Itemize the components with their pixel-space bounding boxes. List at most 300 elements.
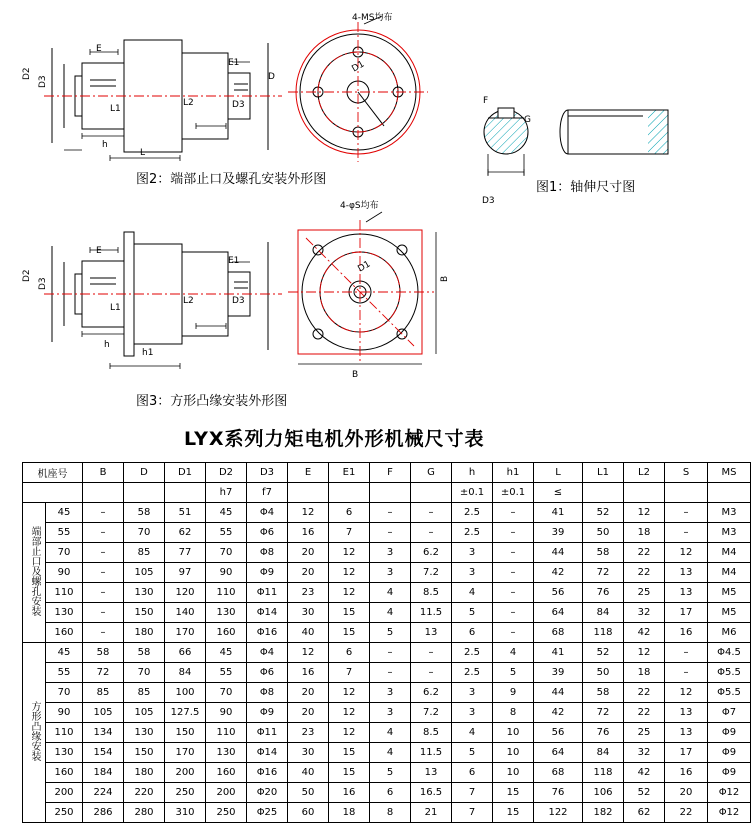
table-cell: 100 xyxy=(165,683,206,703)
table-cell: 8 xyxy=(370,803,411,823)
table-cell: 76 xyxy=(534,783,583,803)
table-cell: 180 xyxy=(124,623,165,643)
table-cell: 70 xyxy=(206,543,247,563)
table-cell: 170 xyxy=(165,623,206,643)
table-cell: 122 xyxy=(534,803,583,823)
table-subheader-cell: ±0.1 xyxy=(452,483,493,503)
table-cell: 45 xyxy=(46,643,83,663)
table-row xyxy=(23,623,751,643)
table-cell: 105 xyxy=(83,703,124,723)
table-header-cell: D3 xyxy=(247,463,288,483)
table-cell: 10 xyxy=(493,763,534,783)
table-cell: 3 xyxy=(452,543,493,563)
table-cell: 32 xyxy=(624,743,665,763)
table-cell: 70 xyxy=(46,543,83,563)
table-cell: 6 xyxy=(370,783,411,803)
table-header-cell: h xyxy=(452,463,493,483)
table-cell: 40 xyxy=(288,763,329,783)
table-cell: – xyxy=(83,623,124,643)
table-cell: 110 xyxy=(46,583,83,603)
label-L2: L2 xyxy=(183,98,194,108)
table-cell: 12 xyxy=(665,543,708,563)
table-cell: 16.5 xyxy=(411,783,452,803)
figure-3-side-view xyxy=(20,222,320,387)
table-cell: 76 xyxy=(583,723,624,743)
label3-h: h xyxy=(104,340,110,350)
table-cell: 105 xyxy=(124,563,165,583)
table-cell: 42 xyxy=(534,563,583,583)
label3-E1: E1 xyxy=(228,256,240,266)
table-cell: 130 xyxy=(124,723,165,743)
table-cell: 23 xyxy=(288,583,329,603)
table-cell: M5 xyxy=(708,583,751,603)
table-cell: 170 xyxy=(165,743,206,763)
table-cell: 90 xyxy=(46,563,83,583)
label3-D3b: D3 xyxy=(232,296,245,306)
table-cell: 70 xyxy=(46,683,83,703)
table-cell: 4 xyxy=(452,723,493,743)
table-cell: 8.5 xyxy=(411,583,452,603)
label3-E: E xyxy=(96,246,102,256)
table-header-cell: G xyxy=(411,463,452,483)
table-cell: 6 xyxy=(329,643,370,663)
table-cell: 22 xyxy=(624,563,665,583)
table-cell: Φ11 xyxy=(247,583,288,603)
table-cell: 16 xyxy=(665,623,708,643)
table-cell: 15 xyxy=(329,623,370,643)
table-cell: Φ14 xyxy=(247,743,288,763)
table-cell: Φ6 xyxy=(247,523,288,543)
table-cell: 130 xyxy=(206,743,247,763)
table-subheader-cell xyxy=(583,483,624,503)
table-cell: 72 xyxy=(83,663,124,683)
table-subheader-cell xyxy=(624,483,665,503)
figure-square-flange xyxy=(286,212,456,372)
table-cell: 3 xyxy=(452,563,493,583)
table-cell: Φ8 xyxy=(247,683,288,703)
table-cell: Φ20 xyxy=(247,783,288,803)
table-cell: 55 xyxy=(206,663,247,683)
table-cell: 40 xyxy=(288,623,329,643)
table-header-cell: MS xyxy=(708,463,751,483)
table-cell: 45 xyxy=(206,503,247,523)
table-cell: 12 xyxy=(288,503,329,523)
table-cell: 58 xyxy=(83,643,124,663)
label3-B-vert: B xyxy=(440,275,450,282)
table-cell: 3 xyxy=(370,683,411,703)
table-subheader-cell xyxy=(370,483,411,503)
table-cell: 7 xyxy=(329,663,370,683)
label-D3: D3 xyxy=(38,75,48,88)
table-cell: Φ5.5 xyxy=(708,683,751,703)
table-cell: 7.2 xyxy=(411,703,452,723)
table-cell: 250 xyxy=(165,783,206,803)
table-cell: 3 xyxy=(370,703,411,723)
table-cell: 13 xyxy=(411,763,452,783)
table-header-cell: E1 xyxy=(329,463,370,483)
table-cell: 84 xyxy=(583,743,624,763)
table-cell: 16 xyxy=(288,523,329,543)
table-cell: 72 xyxy=(583,703,624,723)
label3-D3: D3 xyxy=(38,277,48,290)
table-cell: 6.2 xyxy=(411,543,452,563)
table-cell: 10 xyxy=(493,743,534,763)
table-row xyxy=(23,663,751,683)
table-cell: 52 xyxy=(583,643,624,663)
table-cell: 56 xyxy=(534,583,583,603)
table-header-row xyxy=(23,463,751,483)
table-cell: 3 xyxy=(370,563,411,583)
table-cell: 154 xyxy=(83,743,124,763)
table-cell: – xyxy=(493,543,534,563)
table-cell: 68 xyxy=(534,763,583,783)
table-cell: 11.5 xyxy=(411,743,452,763)
table-cell: – xyxy=(665,663,708,683)
table-cell: 68 xyxy=(534,623,583,643)
table-cell: Φ16 xyxy=(247,763,288,783)
label-h: h xyxy=(102,140,108,150)
table-cell: Φ9 xyxy=(708,723,751,743)
label-G: G xyxy=(524,115,531,125)
table-cell: 6 xyxy=(452,623,493,643)
table-cell: M3 xyxy=(708,523,751,543)
table-cell: 4 xyxy=(370,603,411,623)
table-header-cell: D xyxy=(124,463,165,483)
table-row xyxy=(23,743,751,763)
table-cell: 7.2 xyxy=(411,563,452,583)
table-cell: 20 xyxy=(288,543,329,563)
table-cell: 12 xyxy=(665,683,708,703)
table-cell: Φ25 xyxy=(247,803,288,823)
table-cell: – xyxy=(411,663,452,683)
table-cell: 118 xyxy=(583,763,624,783)
table-cell: 77 xyxy=(165,543,206,563)
table-header-cell: S xyxy=(665,463,708,483)
table-cell: – xyxy=(665,523,708,543)
table-cell: 58 xyxy=(124,503,165,523)
label-E1: E1 xyxy=(228,58,240,68)
table-cell: M3 xyxy=(708,503,751,523)
table-cell: Φ4.5 xyxy=(708,643,751,663)
table-cell: 70 xyxy=(124,663,165,683)
table-cell: – xyxy=(83,583,124,603)
table-cell: 20 xyxy=(665,783,708,803)
table-cell: 200 xyxy=(165,763,206,783)
table-subheader-cell: h7 xyxy=(206,483,247,503)
table-cell: – xyxy=(493,583,534,603)
table-cell: Φ11 xyxy=(247,723,288,743)
table-cell: – xyxy=(493,523,534,543)
table-cell: 22 xyxy=(624,703,665,723)
table-cell: 2.5 xyxy=(452,523,493,543)
table-cell: Φ4 xyxy=(247,643,288,663)
label-L: L xyxy=(140,148,146,158)
table-cell: 30 xyxy=(288,603,329,623)
table-cell: 12 xyxy=(329,723,370,743)
table-cell: 60 xyxy=(288,803,329,823)
table-cell: 130 xyxy=(46,603,83,623)
table-subheader-row xyxy=(23,483,751,503)
table-cell: Φ16 xyxy=(247,623,288,643)
table-cell: 15 xyxy=(493,803,534,823)
table-cell: 4 xyxy=(370,583,411,603)
table-cell: 200 xyxy=(206,783,247,803)
table-subheader-cell: f7 xyxy=(247,483,288,503)
table-cell: 110 xyxy=(46,723,83,743)
table-cell: – xyxy=(411,503,452,523)
table-subheader-cell xyxy=(165,483,206,503)
table-header-cell: L1 xyxy=(583,463,624,483)
table-subheader-cell xyxy=(83,483,124,503)
table-cell: 160 xyxy=(206,763,247,783)
table-cell: 50 xyxy=(583,663,624,683)
label-4-MS: 4-MS均布 xyxy=(352,13,393,23)
table-cell: 85 xyxy=(124,683,165,703)
table-cell: 55 xyxy=(46,663,83,683)
table-cell: 6.2 xyxy=(411,683,452,703)
table-cell: Φ6 xyxy=(247,663,288,683)
table-cell: 18 xyxy=(624,523,665,543)
table-cell: 58 xyxy=(583,543,624,563)
table-cell: 224 xyxy=(83,783,124,803)
table-subheader-cell xyxy=(288,483,329,503)
table-cell: – xyxy=(370,523,411,543)
table-cell: 41 xyxy=(534,643,583,663)
table-cell: 106 xyxy=(583,783,624,803)
table-cell: 130 xyxy=(46,743,83,763)
table-header-cell: h1 xyxy=(493,463,534,483)
table-header-cell: E xyxy=(288,463,329,483)
table-row xyxy=(23,643,751,663)
table-header-cell: D1 xyxy=(165,463,206,483)
table-cell: Φ5.5 xyxy=(708,663,751,683)
table-subheader-cell xyxy=(665,483,708,503)
table-cell: 310 xyxy=(165,803,206,823)
table-cell: 62 xyxy=(165,523,206,543)
table-cell: 90 xyxy=(46,703,83,723)
table-cell: 182 xyxy=(583,803,624,823)
table-cell: 70 xyxy=(124,523,165,543)
table-cell: 140 xyxy=(165,603,206,623)
table-cell: 39 xyxy=(534,523,583,543)
table-cell: 12 xyxy=(329,583,370,603)
table-cell: 85 xyxy=(83,683,124,703)
label-D2: D2 xyxy=(22,67,32,80)
table-cell: 52 xyxy=(624,783,665,803)
table-cell: 8 xyxy=(493,703,534,723)
table-cell: 44 xyxy=(534,543,583,563)
table-row xyxy=(23,783,751,803)
table-cell: 127.5 xyxy=(165,703,206,723)
label3-B-horiz: B xyxy=(352,370,359,380)
table-cell: 76 xyxy=(583,583,624,603)
table-cell: 220 xyxy=(124,783,165,803)
table-cell: 58 xyxy=(583,683,624,703)
table-cell: 7 xyxy=(452,803,493,823)
table-row xyxy=(23,523,751,543)
table-cell: 17 xyxy=(665,743,708,763)
figure-1-caption: 图1：轴伸尺寸图 xyxy=(536,180,636,195)
table-cell: 44 xyxy=(534,683,583,703)
label-F: F xyxy=(483,96,489,106)
table-cell: 25 xyxy=(624,583,665,603)
table-subheader-cell: ≤ xyxy=(534,483,583,503)
table-cell: 160 xyxy=(46,763,83,783)
table-cell: 160 xyxy=(46,623,83,643)
table-cell: 5 xyxy=(370,623,411,643)
table-cell: 15 xyxy=(493,783,534,803)
table-cell: 64 xyxy=(534,743,583,763)
table-cell: Φ4 xyxy=(247,503,288,523)
table-cell: 18 xyxy=(329,803,370,823)
table-subheader-cell xyxy=(329,483,370,503)
table-cell: 72 xyxy=(583,563,624,583)
table-cell: 12 xyxy=(329,563,370,583)
table-cell: 12 xyxy=(624,643,665,663)
table-cell: M4 xyxy=(708,543,751,563)
table-cell: 42 xyxy=(534,703,583,723)
label-4-phiS: 4-φS均布 xyxy=(340,201,379,211)
table-cell: M6 xyxy=(708,623,751,643)
table-header-cell: L2 xyxy=(624,463,665,483)
table-subheader-cell xyxy=(708,483,751,503)
table-cell: 118 xyxy=(583,623,624,643)
table-cell: 25 xyxy=(624,723,665,743)
table-cell: Φ12 xyxy=(708,783,751,803)
table-cell: 45 xyxy=(206,643,247,663)
table-cell: 13 xyxy=(665,723,708,743)
table-cell: 9 xyxy=(493,683,534,703)
table-subheader-cell xyxy=(411,483,452,503)
table-cell: 45 xyxy=(46,503,83,523)
table-cell: – xyxy=(665,643,708,663)
label3-L2: L2 xyxy=(183,296,194,306)
table-cell: 16 xyxy=(288,663,329,683)
table-row xyxy=(23,683,751,703)
table-cell: – xyxy=(83,603,124,623)
table-cell: 23 xyxy=(288,723,329,743)
table-cell: 52 xyxy=(583,503,624,523)
table-cell: 180 xyxy=(124,763,165,783)
table-cell: 130 xyxy=(206,603,247,623)
table-cell: 150 xyxy=(124,743,165,763)
table-cell: 160 xyxy=(206,623,247,643)
figure-3-caption: 图3：方形凸缘安装外形图 xyxy=(136,394,288,409)
figure-2-side-view xyxy=(20,18,320,178)
table-cell: 58 xyxy=(124,643,165,663)
table-cell: 105 xyxy=(124,703,165,723)
table-subheader-cell xyxy=(23,483,83,503)
table-cell: – xyxy=(493,563,534,583)
table-cell: 64 xyxy=(534,603,583,623)
table-cell: 70 xyxy=(206,683,247,703)
table-cell: 13 xyxy=(411,623,452,643)
table-cell: – xyxy=(370,503,411,523)
label3-L1: L1 xyxy=(110,303,121,313)
table-header-cell: B xyxy=(83,463,124,483)
table-cell: 41 xyxy=(534,503,583,523)
table-cell: 120 xyxy=(165,583,206,603)
table-row xyxy=(23,563,751,583)
table-cell: 150 xyxy=(165,723,206,743)
table-row xyxy=(23,583,751,603)
table-cell: Φ7 xyxy=(708,703,751,723)
table-cell: – xyxy=(83,543,124,563)
table-cell: Φ12 xyxy=(708,803,751,823)
table-cell: 280 xyxy=(124,803,165,823)
label-E: E xyxy=(96,44,102,54)
table-cell: 17 xyxy=(665,603,708,623)
table-cell: 11.5 xyxy=(411,603,452,623)
table-cell: 6 xyxy=(329,503,370,523)
table-cell: 16 xyxy=(665,763,708,783)
table-cell: 2.5 xyxy=(452,643,493,663)
table-cell: 21 xyxy=(411,803,452,823)
table-cell: 55 xyxy=(206,523,247,543)
table-cell: Φ9 xyxy=(247,563,288,583)
table-cell: 110 xyxy=(206,583,247,603)
table-cell: 32 xyxy=(624,603,665,623)
figure-round-flange xyxy=(286,14,446,174)
table-cell: Φ9 xyxy=(708,743,751,763)
table-row xyxy=(23,503,751,523)
table-cell: – xyxy=(83,503,124,523)
table-cell: 4 xyxy=(370,743,411,763)
table-cell: 13 xyxy=(665,563,708,583)
table-cell: 12 xyxy=(288,643,329,663)
table-cell: 110 xyxy=(206,723,247,743)
table-cell: 18 xyxy=(624,663,665,683)
table-cell: M4 xyxy=(708,563,751,583)
table-header-cell: F xyxy=(370,463,411,483)
table-cell: 42 xyxy=(624,763,665,783)
label-D3-b: D3 xyxy=(232,100,245,110)
table-subheader-cell: ±0.1 xyxy=(493,483,534,503)
table-cell: 20 xyxy=(288,703,329,723)
table-cell: 5 xyxy=(370,763,411,783)
table-cell: 5 xyxy=(452,603,493,623)
table-cell: 30 xyxy=(288,743,329,763)
table-cell: 84 xyxy=(165,663,206,683)
table-cell: – xyxy=(83,563,124,583)
label-D: D xyxy=(268,72,275,82)
table-cell: 42 xyxy=(624,623,665,643)
table-cell: 8.5 xyxy=(411,723,452,743)
table-cell: Φ8 xyxy=(247,543,288,563)
table-cell: 5 xyxy=(493,663,534,683)
label-D3-shaft: D3 xyxy=(482,196,495,206)
table-cell: 15 xyxy=(329,603,370,623)
page-title: LYX系列力矩电机外形机械尺寸表 xyxy=(184,428,485,450)
table-header-cell: D2 xyxy=(206,463,247,483)
table-cell: 10 xyxy=(493,723,534,743)
table-cell: 12 xyxy=(329,683,370,703)
table-cell: Φ14 xyxy=(247,603,288,623)
table-cell: 6 xyxy=(452,763,493,783)
table-cell: 12 xyxy=(329,703,370,723)
table-cell: – xyxy=(493,603,534,623)
table-cell: 184 xyxy=(83,763,124,783)
label3-D2: D2 xyxy=(22,269,32,282)
table-cell: 90 xyxy=(206,563,247,583)
table-cell: 134 xyxy=(83,723,124,743)
table-cell: 66 xyxy=(165,643,206,663)
figure-2-caption: 图2：端部止口及螺孔安装外形图 xyxy=(136,172,327,187)
table-cell: 7 xyxy=(329,523,370,543)
table-cell: 250 xyxy=(46,803,83,823)
label3-D1: D1 xyxy=(356,259,373,275)
table-cell: 22 xyxy=(624,543,665,563)
